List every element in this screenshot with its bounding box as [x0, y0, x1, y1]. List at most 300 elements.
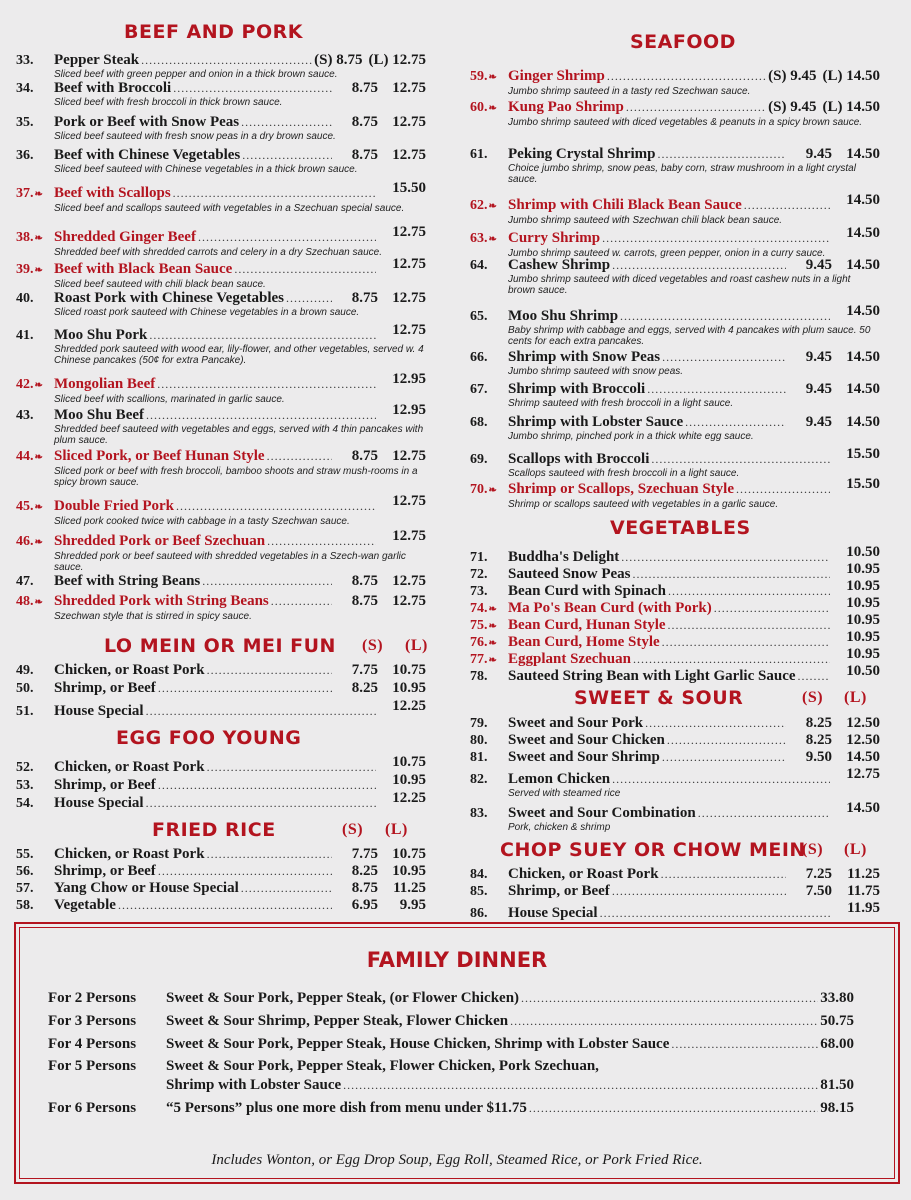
section-title: EGG FOO YOUNG	[116, 727, 302, 749]
item-number-text: 63.	[470, 231, 488, 246]
menu-item-row	[470, 866, 880, 883]
price-large: 10.95	[846, 646, 880, 662]
leader-dots	[698, 805, 830, 822]
price-large: 10.95	[392, 863, 426, 879]
pepper-icon: ❧	[34, 189, 43, 200]
item-number-text: 73.	[470, 584, 488, 599]
item-number	[16, 662, 54, 679]
item-number-text: 66.	[470, 350, 488, 365]
price-large: 10.50	[846, 544, 880, 560]
item-name: Roast Pork with Chinese Vegetables	[54, 290, 285, 306]
item-number	[16, 897, 54, 914]
price-large: 14.50	[846, 146, 880, 162]
item-name: House Special	[54, 795, 144, 811]
price-large: 15.50	[846, 476, 880, 492]
item-description: Jumbo shrimp sauteed with snow peas.	[508, 366, 684, 377]
price-large: 11.75	[847, 883, 880, 899]
leader-dots	[176, 498, 376, 515]
leader-dots	[607, 68, 766, 85]
item-prices	[832, 578, 880, 595]
price-small: 9.45	[805, 414, 832, 430]
item-prices	[378, 256, 426, 273]
item-number	[16, 147, 54, 164]
item-name: Scallops with Broccoli	[508, 451, 650, 467]
price-small: 9.45	[805, 349, 832, 365]
item-number	[470, 749, 508, 766]
item-prices	[378, 322, 426, 339]
item-number-text: 54.	[16, 796, 34, 811]
item-name: Shredded Ginger Beef	[54, 229, 196, 245]
item-name: Beef with Chinese Vegetables	[54, 147, 241, 163]
item-number	[470, 68, 508, 86]
price-large: 12.75	[392, 290, 426, 306]
menu-item-row	[470, 146, 880, 163]
item-description: Sliced beef with green pepper and onion in a thick brown sauce.	[54, 69, 338, 80]
item-number	[16, 80, 54, 97]
price-large: 15.50	[846, 446, 880, 462]
item-prices	[334, 573, 426, 590]
item-number-text: 42.	[16, 377, 34, 392]
leader-dots	[661, 866, 786, 883]
item-prices	[334, 147, 426, 164]
leader-dots	[600, 905, 830, 922]
leader-dots	[241, 880, 332, 897]
item-prices	[788, 866, 880, 883]
item-prices	[334, 880, 426, 897]
item-number-text: 65.	[470, 309, 488, 324]
leader-dots	[685, 414, 786, 431]
item-number	[470, 197, 508, 215]
dinner-dishes: Sweet & Sour Shrimp, Pepper Steak, Flower Chicken	[166, 1013, 509, 1029]
leader-dots	[173, 185, 376, 202]
item-name: Sauteed String Bean with Light Garlic Sauce	[508, 668, 796, 684]
leader-dots	[736, 481, 830, 498]
menu-item	[470, 349, 880, 377]
pepper-icon: ❧	[34, 233, 43, 244]
price-large: 12.75	[392, 147, 426, 163]
item-number	[16, 327, 54, 344]
item-name: Shrimp, or Beef	[54, 777, 156, 793]
item-name: Eggplant Szechuan	[508, 651, 631, 667]
item-name: Sweet and Sour Chicken	[508, 732, 665, 748]
item-number-text: 45.	[16, 499, 34, 514]
dinner-price: 81.50	[820, 1077, 854, 1093]
item-number	[16, 863, 54, 880]
price-large: 11.25	[847, 866, 880, 882]
item-description: Sliced beef with scallions, marinated in garlic sauce.	[54, 394, 285, 405]
price-large: 11.95	[847, 900, 880, 916]
item-prices	[832, 766, 880, 783]
dinner-price: 68.00	[820, 1036, 854, 1052]
menu-item-row	[16, 256, 426, 279]
item-prices	[378, 528, 426, 545]
section-title: LO MEIN OR MEI FUN	[104, 635, 336, 657]
item-number-text: 61.	[470, 147, 488, 162]
menu-item	[470, 99, 880, 128]
price-small: 8.25	[351, 680, 378, 696]
menu-item-row	[470, 225, 880, 248]
pepper-icon: ❧	[488, 655, 497, 666]
price-large: 12.75	[846, 766, 880, 782]
menu-item-row	[16, 224, 426, 247]
leader-dots	[271, 593, 332, 610]
item-name: Shrimp with Broccoli	[508, 381, 646, 397]
item-number-text: 79.	[470, 716, 488, 731]
price-small: 7.50	[805, 883, 832, 899]
menu-item	[16, 180, 426, 214]
pepper-icon: ❧	[488, 103, 497, 114]
leader-dots	[647, 381, 786, 398]
item-number	[470, 771, 508, 788]
item-description: Shrimp sauteed with fresh broccoli in a light sauce.	[508, 398, 734, 409]
item-prices	[788, 749, 880, 766]
price-large: (L) 14.50	[822, 68, 880, 84]
dinner-dishes: Sweet & Sour Pork, Pepper Steak, House Chicken, Shrimp with Lobster Sauce	[166, 1036, 670, 1052]
menu-item-row	[16, 680, 426, 697]
item-prices	[378, 754, 426, 771]
pepper-icon: ❧	[34, 597, 43, 608]
item-number-text: 46.	[16, 534, 34, 549]
item-name: Peking Crystal Shrimp	[508, 146, 656, 162]
item-prices	[832, 446, 880, 463]
menu-item	[470, 766, 880, 799]
menu-item	[16, 698, 426, 720]
price-large: 12.75	[392, 448, 426, 464]
family-dinner-row	[48, 1100, 854, 1117]
item-prices	[314, 52, 426, 69]
leader-dots	[286, 290, 332, 307]
item-description: Jumbo shrimp sauteed w. carrots, green pepper, onion in a curry sauce.	[508, 248, 826, 259]
item-number-text: 76.	[470, 635, 488, 650]
menu-item-row	[470, 381, 880, 398]
size-large-label: (L)	[844, 689, 867, 706]
price-large: (L) 12.75	[368, 52, 426, 68]
menu-item	[16, 448, 426, 488]
price-large: 12.75	[392, 573, 426, 589]
item-name: Shrimp, or Beef	[508, 883, 610, 899]
leader-dots	[620, 308, 830, 325]
item-number	[470, 99, 508, 117]
menu-item-row	[470, 766, 880, 788]
price-large: 14.50	[846, 414, 880, 430]
leader-dots	[645, 715, 786, 732]
menu-item	[16, 790, 426, 812]
menu-item	[16, 402, 426, 446]
menu-item-row	[16, 52, 426, 69]
leader-dots	[241, 114, 332, 131]
item-number	[470, 451, 508, 468]
menu-item	[470, 303, 880, 347]
price-large: 14.50	[846, 381, 880, 397]
price-large: 10.75	[392, 662, 426, 678]
menu-item-row	[16, 493, 426, 516]
menu-item-row	[16, 880, 426, 897]
leader-dots	[207, 846, 332, 863]
item-number	[470, 883, 508, 900]
price-small: 6.95	[351, 897, 378, 913]
menu-item	[470, 749, 880, 766]
dinner-dishes: Shrimp with Lobster Sauce	[166, 1077, 342, 1093]
menu-item	[16, 662, 426, 679]
item-number-text: 33.	[16, 53, 34, 68]
item-number	[470, 308, 508, 325]
item-name: Ginger Shrimp	[508, 68, 605, 84]
pepper-icon: ❧	[488, 621, 497, 632]
menu-item-row	[470, 476, 880, 499]
item-number-text: 55.	[16, 847, 34, 862]
item-number-text: 35.	[16, 115, 34, 130]
menu-item-row	[16, 80, 426, 97]
item-description: Sliced pork or beef with fresh broccoli, bamboo shoots and straw mush-rooms in a spicy brown sauce.	[54, 466, 418, 488]
price-small: 9.45	[805, 146, 832, 162]
leader-dots	[202, 573, 332, 590]
item-number-text: 47.	[16, 574, 34, 589]
item-description: Jumbo shrimp sauteed with diced vegetables and roast cashew nuts in a light brown sauce.	[508, 274, 851, 296]
dinner-dishes: Sweet & Sour Pork, Pepper Steak, (or Flower Chicken)	[166, 990, 520, 1006]
item-number-text: 43.	[16, 408, 34, 423]
price-small: 8.75	[351, 448, 378, 464]
price-large: 12.95	[392, 402, 426, 418]
menu-item-row	[470, 749, 880, 766]
dinner-dishes: “5 Persons” plus one more dish from menu under $11.75	[166, 1100, 527, 1116]
family-dinner-row	[48, 1058, 854, 1075]
price-large: 10.75	[392, 846, 426, 862]
item-prices	[788, 715, 880, 732]
dinner-price: 98.15	[820, 1100, 854, 1116]
item-number-text: 41.	[16, 328, 34, 343]
price-small: 9.50	[805, 749, 832, 765]
item-name: Lemon Chicken	[508, 771, 611, 787]
leader-dots	[612, 257, 786, 274]
item-name: Bean Curd, Home Style	[508, 634, 660, 650]
item-number-text: 68.	[470, 415, 488, 430]
item-number-text: 71.	[470, 550, 488, 565]
item-number	[16, 498, 54, 516]
menu-item	[16, 880, 426, 897]
item-description: Sliced beef and scallops sauteed with vegetables in a Szechuan special sauce.	[54, 203, 405, 214]
price-large: (L) 14.50	[822, 99, 880, 115]
menu-item-row	[16, 846, 426, 863]
item-prices	[832, 646, 880, 663]
item-name: Chicken, or Roast Pork	[508, 866, 659, 882]
leader-dots	[118, 897, 332, 914]
item-prices	[832, 595, 880, 612]
menu-item	[16, 680, 426, 697]
leader-dots	[173, 80, 332, 97]
item-number-text: 74.	[470, 601, 488, 616]
size-small-label: (S)	[342, 821, 364, 838]
price-large: 12.75	[392, 322, 426, 338]
family-dinner-box	[14, 922, 900, 1184]
leader-dots	[157, 376, 376, 393]
item-number	[16, 229, 54, 247]
item-prices	[832, 303, 880, 320]
menu-item-row	[470, 99, 880, 117]
price-large: 12.75	[392, 256, 426, 272]
item-number-text: 72.	[470, 567, 488, 582]
price-large: 10.95	[846, 578, 880, 594]
party-size: For 3 Persons	[48, 1013, 137, 1029]
item-name: House Special	[54, 703, 144, 719]
menu-item-row	[16, 290, 426, 307]
item-prices	[334, 846, 426, 863]
item-prices	[334, 897, 426, 914]
item-description: Sliced roast pork sauteed with Chinese vegetables in a brown sauce.	[54, 307, 360, 318]
menu-item	[470, 663, 880, 685]
item-name: Bean Curd, Hunan Style	[508, 617, 666, 633]
item-name: Pepper Steak	[54, 52, 140, 68]
menu-item-row	[16, 573, 426, 590]
menu-item-row	[16, 147, 426, 164]
item-name: Shrimp or Scallops, Szechuan Style	[508, 481, 735, 497]
item-number-text: 67.	[470, 382, 488, 397]
item-prices	[788, 883, 880, 900]
price-large: 10.75	[392, 754, 426, 770]
item-name: Beef with String Beans	[54, 573, 201, 589]
menu-item	[470, 476, 880, 510]
leader-dots	[662, 749, 786, 766]
menu-item-row	[16, 662, 426, 679]
item-prices	[378, 790, 426, 807]
item-description: Szechwan style that is stirred in spicy sauce.	[54, 611, 252, 622]
item-description: Sliced beef sauteed with Chinese vegetables in a thick brown sauce.	[54, 164, 358, 175]
price-small: (S) 9.45	[768, 99, 817, 115]
item-name: Beef with Black Bean Sauce	[54, 261, 233, 277]
item-number-text: 83.	[470, 806, 488, 821]
item-description: Pork, chicken & shrimp	[508, 822, 611, 833]
section-title: BEEF AND PORK	[124, 21, 303, 43]
menu-item-row	[470, 446, 880, 468]
leader-dots	[207, 662, 332, 679]
price-small: 8.75	[351, 593, 378, 609]
item-name: Curry Shrimp	[508, 230, 601, 246]
pepper-icon: ❧	[488, 201, 497, 212]
item-description: Sliced beef with fresh broccoli in thick brown sauce.	[54, 97, 283, 108]
dinner-price: 33.80	[820, 990, 854, 1006]
menu-item-row	[470, 800, 880, 822]
price-small: 8.75	[351, 573, 378, 589]
price-large: 12.75	[392, 224, 426, 240]
item-prices	[832, 900, 880, 917]
menu-item-row	[16, 371, 426, 394]
item-name: Shrimp, or Beef	[54, 863, 156, 879]
item-prices	[334, 863, 426, 880]
price-small: 7.75	[351, 662, 378, 678]
item-number	[470, 381, 508, 398]
item-name: Moo Shu Shrimp	[508, 308, 619, 324]
section-header-seafood	[630, 28, 911, 56]
section-header-fried-rice	[152, 816, 472, 844]
price-large: 10.95	[846, 612, 880, 628]
item-name: House Special	[508, 905, 598, 921]
price-large: 12.75	[392, 528, 426, 544]
item-number	[16, 261, 54, 279]
menu-item	[470, 800, 880, 833]
leader-dots	[267, 533, 376, 550]
item-number	[16, 185, 54, 203]
menu-item	[470, 715, 880, 732]
pepper-icon: ❧	[488, 485, 497, 496]
item-number-text: 59.	[470, 69, 488, 84]
item-prices	[378, 402, 426, 419]
item-number-text: 78.	[470, 669, 488, 684]
item-number-text: 48.	[16, 594, 34, 609]
item-name: Chicken, or Roast Pork	[54, 662, 205, 678]
item-number	[16, 593, 54, 611]
item-name: Kung Pao Shrimp	[508, 99, 624, 115]
size-large-label: (L)	[405, 637, 428, 654]
leader-dots	[198, 229, 376, 246]
price-large: 12.25	[392, 698, 426, 714]
menu-item	[16, 573, 426, 590]
item-name: Sweet and Sour Shrimp	[508, 749, 660, 765]
menu-item	[16, 80, 426, 108]
price-large: 15.50	[392, 180, 426, 196]
section-title: SWEET & SOUR	[574, 687, 744, 709]
price-large: 9.95	[399, 897, 426, 913]
leader-dots	[141, 52, 312, 69]
price-large: 14.50	[846, 225, 880, 241]
menu-item-row	[16, 593, 426, 611]
item-number	[470, 905, 508, 922]
item-number-text: 51.	[16, 704, 34, 719]
party-size: For 4 Persons	[48, 1036, 137, 1052]
price-large: 14.50	[846, 349, 880, 365]
price-small: 8.75	[351, 80, 378, 96]
menu-item	[470, 146, 880, 185]
item-prices	[832, 612, 880, 629]
item-prices	[832, 476, 880, 493]
item-name: Shrimp with Chili Black Bean Sauce	[508, 197, 742, 213]
item-name: Sliced Pork, or Beef Hunan Style	[54, 448, 265, 464]
menu-item-row	[16, 402, 426, 424]
pepper-icon: ❧	[488, 234, 497, 245]
item-number-text: 57.	[16, 881, 34, 896]
price-large: 10.95	[846, 595, 880, 611]
menu-item	[16, 371, 426, 405]
price-large: 12.50	[846, 715, 880, 731]
item-prices	[378, 698, 426, 715]
item-prices	[768, 68, 880, 85]
leader-dots	[146, 703, 376, 720]
menu-item-row	[470, 715, 880, 732]
price-small: 8.75	[351, 147, 378, 163]
item-number	[16, 795, 54, 812]
party-size: For 2 Persons	[48, 990, 137, 1006]
size-large-label: (L)	[385, 821, 408, 838]
item-name: Shrimp with Lobster Sauce	[508, 414, 684, 430]
price-large: 10.95	[392, 680, 426, 696]
item-name: Shrimp with Snow Peas	[508, 349, 661, 365]
item-prices	[832, 629, 880, 646]
item-number	[470, 732, 508, 749]
item-number	[470, 805, 508, 822]
menu-item-row	[16, 322, 426, 344]
leader-dots	[267, 448, 332, 465]
price-large: 12.75	[392, 80, 426, 96]
family-dinner-row	[48, 1013, 854, 1030]
menu-item	[16, 147, 426, 175]
item-prices	[334, 680, 426, 697]
item-number	[470, 481, 508, 499]
leader-dots	[612, 883, 786, 900]
item-number	[16, 376, 54, 394]
leader-dots	[651, 451, 830, 468]
item-number	[470, 349, 508, 366]
menu-item	[16, 52, 426, 80]
item-number	[470, 414, 508, 431]
item-prices	[378, 224, 426, 241]
